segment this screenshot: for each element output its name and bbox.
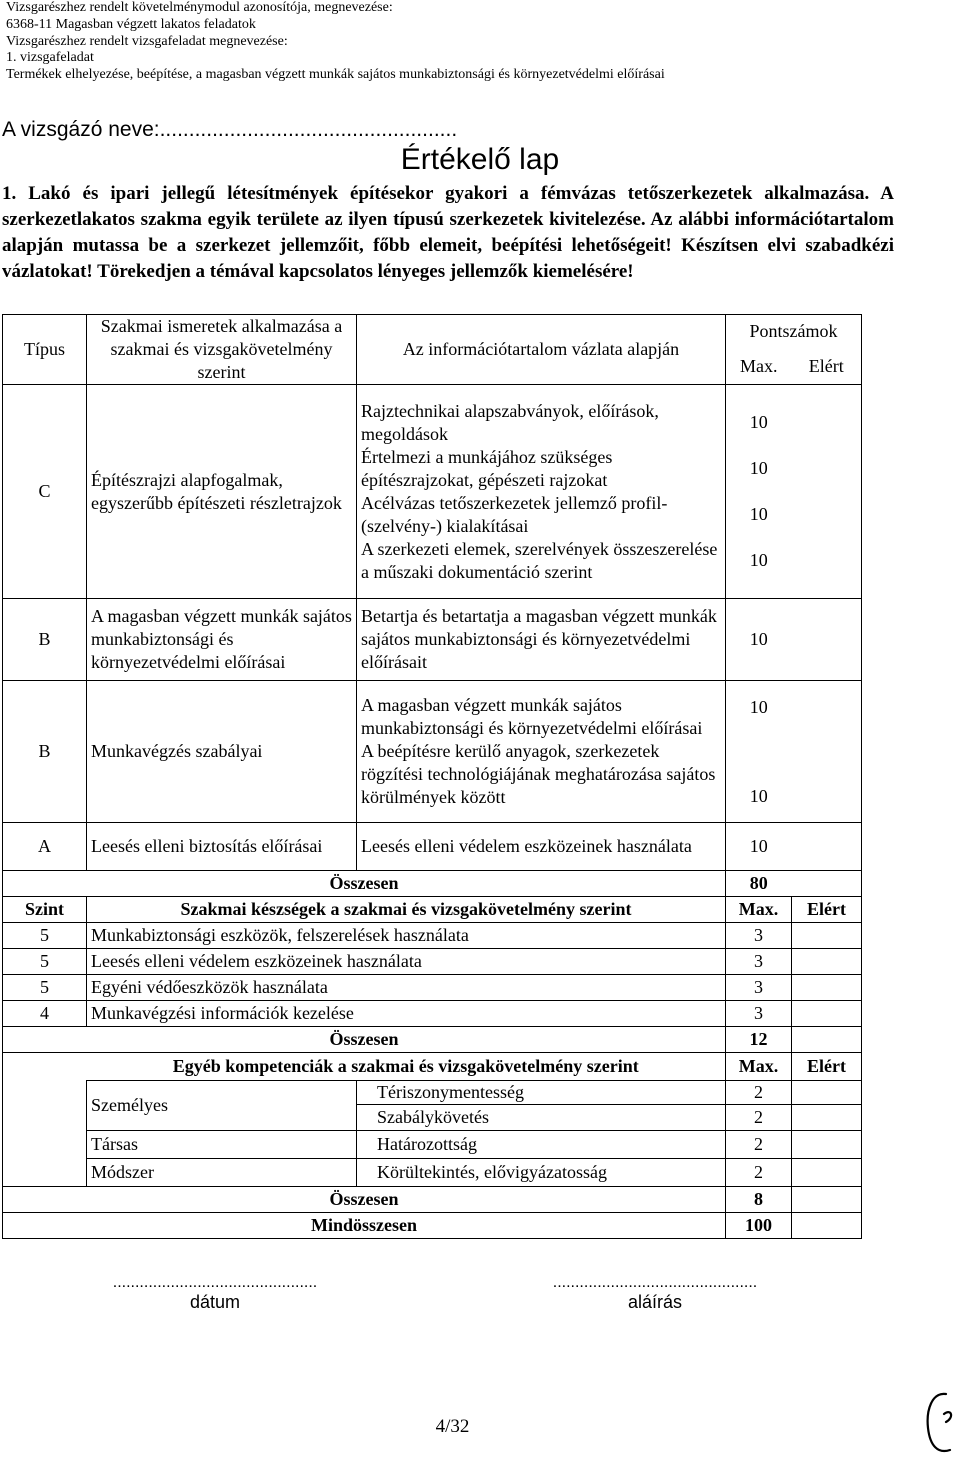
grand-total-max: 100 [726,1213,792,1239]
row-elert[interactable] [792,681,862,823]
row-max: 10 [726,823,792,871]
row-szakmai: A magasban végzett munkák sajátos munkabiztonsági és környezetvédelmi előírásai [87,599,357,681]
skill-level: 5 [3,949,87,975]
col-max-header: Max. [726,897,792,923]
competence-max: 2 [726,1081,792,1105]
blank-cell [3,1081,87,1187]
row-info [357,823,726,871]
blank-cell [3,1053,87,1081]
row-szakmai: Munkavégzés szabályai [87,681,357,823]
date-line: .............................................. [112,1274,318,1291]
col-pontszamok-header: Pontszámok [726,315,862,349]
col-elert-header: Elért [792,1053,862,1081]
skill-max: 3 [726,1001,792,1027]
task-paragraph: 1. Lakó és ipari jellegű létesítmények építésekor gyakori a fémvázas tetőszerkezetek alkalmazása. A szerkezetlakatos szakma egyik területe az ilyen típusú szerkezetek kivitelezése. Az alábbi információtartalom alapján mutassa be a szerkezet jellemzőit, főbb elemeit, beépítési lehetőségeit! Készítsen elvi szabadkézi vázlatokat! Törekedjen a témával kapcsolatos lényeges jellemzők kiemelésére! [2,183,894,282]
row-max: 10 [726,599,792,681]
skill-elert[interactable] [792,975,862,1001]
total-elert[interactable] [792,1027,862,1053]
max-value: 10 [749,412,768,432]
header-line: Vizsgarészhez rendelt követelménymodul azonosítója, megnevezése: [6,0,393,15]
competence-group: Társas [87,1131,357,1159]
col-info-header: Az információtartalom vázlata alapján [357,315,726,385]
skill-max: 3 [726,923,792,949]
col-skills-header: Szakmai készségek a szakmai és vizsgakövetelmény szerint [87,897,726,923]
competence-group: Módszer [87,1159,357,1187]
header-line: Termékek elhelyezése, beépítése, a magasban végzett munkák sajátos munkabiztonsági és környezetvédelmi előírásai [6,67,665,83]
max-value: 10 [749,504,768,524]
col-elert-header: Elért [792,349,862,385]
skill-elert[interactable] [792,949,862,975]
row-info [357,599,726,681]
max-value: 10 [749,785,768,806]
grand-total-label: Mindösszesen [3,1213,726,1239]
row-elert[interactable] [792,385,862,599]
row-info [357,385,726,599]
header-line: 1. vizsgafeladat [6,50,94,66]
row-szakmai: Leesés elleni biztosítás előírásai [87,823,357,871]
skill-elert[interactable] [792,1001,862,1027]
examinee-name-field: A vizsgázó neve:................................................... [2,118,458,141]
skill-desc: Munkavégzési információk kezelése [87,1001,726,1027]
signature-line: .............................................. [552,1274,758,1291]
col-max-header: Max. [726,349,792,385]
row-tipus: B [3,599,87,681]
task-description [2,181,894,285]
skill-level: 4 [3,1001,87,1027]
row-info [357,681,726,823]
skill-level: 5 [3,975,87,1001]
competence-max: 2 [726,1159,792,1187]
col-szakmai-header: Szakmai ismeretek alkalmazása a szakmai és vizsgakövetelmény szerint [87,315,357,385]
total-label: Összesen [3,1187,726,1213]
handwritten-initial-mark [922,1388,956,1458]
row-elert[interactable] [792,599,862,681]
info-item: Betartja és betartatja a magasban végzett munkák sajátos munkabiztonsági és környezetvédelmi előírásait [361,606,717,672]
grand-total-elert[interactable] [792,1213,862,1239]
total-elert[interactable] [792,871,862,897]
competence-max: 2 [726,1131,792,1159]
info-item: A szerkezeti elemek, szerelvények összeszerelése a műszaki dokumentáció szerint [361,538,718,582]
max-value: 10 [749,458,768,478]
total-max: 8 [726,1187,792,1213]
competence-item: Körültekintés, elővigyázatosság [357,1159,726,1187]
row-max [726,385,792,599]
row-tipus: B [3,681,87,823]
competence-item: Tériszonymentesség [357,1081,726,1105]
total-label: Összesen [3,1027,726,1053]
competence-elert[interactable] [792,1105,862,1131]
col-competence-header: Egyéb kompetenciák a szakmai és vizsgakövetelmény szerint [87,1053,726,1081]
competence-elert[interactable] [792,1159,862,1187]
skill-level: 5 [3,923,87,949]
row-tipus: A [3,823,87,871]
competence-item: Szabálykövetés [357,1105,726,1131]
competence-group: Személyes [87,1081,357,1131]
total-max: 12 [726,1027,792,1053]
row-elert[interactable] [792,823,862,871]
document-header [6,0,665,84]
info-item: Acélvázas tetőszerkezetek jellemző profil- (szelvény-) kialakításai [361,492,668,536]
evaluation-table [2,314,862,1239]
col-tipus-header: Típus [3,315,87,385]
skill-desc: Munkabiztonsági eszközök, felszerelések használata [87,923,726,949]
header-line: 6368-11 Magasban végzett lakatos feladatok [6,16,256,32]
skill-max: 3 [726,975,792,1001]
max-value: 10 [749,696,768,717]
skill-max: 3 [726,949,792,975]
skill-desc: Leesés elleni védelem eszközeinek használata [87,949,726,975]
row-max [726,681,792,823]
skill-elert[interactable] [792,923,862,949]
info-item: Leesés elleni védelem eszközeinek használata [361,836,692,856]
info-item: Rajztechnikai alapszabványok, előírások, megoldások [361,400,659,444]
info-item: A beépítésre kerülő anyagok, szerkezetek rögzítési technológiájának meghatározása sajátos körülmények között [361,741,716,807]
col-max-header: Max. [726,1053,792,1081]
row-szakmai: Építészrajzi alapfogalmak, egyszerűbb építészeti részletrajzok [87,385,357,599]
signature-block [520,1274,790,1313]
col-elert-header: Elért [792,897,862,923]
info-item: A magasban végzett munkák sajátos munkabiztonsági és környezetvédelmi előírásai [361,695,703,738]
date-signature-block [80,1274,350,1313]
competence-item: Határozottság [357,1131,726,1159]
competence-elert[interactable] [792,1131,862,1159]
competence-max: 2 [726,1105,792,1131]
header-line: Vizsgarészhez rendelt vizsgafeladat megnevezése: [6,33,288,49]
info-item: Értelmezi a munkájához szükséges építészrajzokat, gépészeti rajzokat [361,446,613,490]
page-number: 4/32 [435,1416,470,1437]
total-max: 80 [726,871,792,897]
competence-elert[interactable] [792,1081,862,1105]
page-title: Értékelő lap [400,143,560,176]
max-value: 10 [749,550,768,570]
signature-label: aláírás [627,1292,683,1312]
col-szint-header: Szint [3,897,87,923]
total-label: Összesen [3,871,726,897]
date-label: dátum [189,1292,241,1312]
total-elert[interactable] [792,1187,862,1213]
row-tipus: C [3,385,87,599]
skill-desc: Egyéni védőeszközök használata [87,975,726,1001]
